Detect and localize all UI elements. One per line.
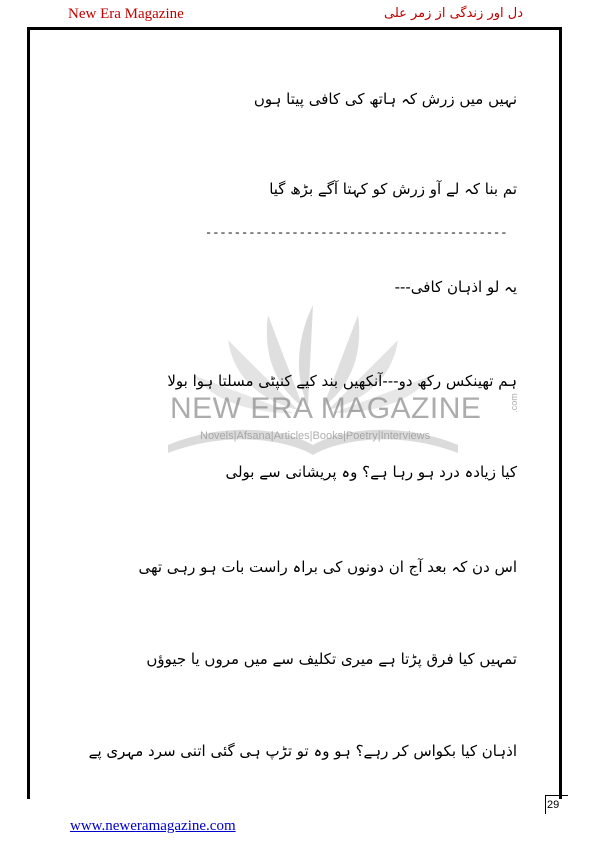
watermark-suffix: .com xyxy=(508,393,519,413)
watermark-title: NEW ERA MAGAZINE xyxy=(170,392,482,425)
text-line: اس دن کہ بعد آج ان دونوں کی براہ راست بات ہو رہی تھی xyxy=(138,558,517,576)
text-line: اذہان کیا بکواس کر رہے؟ ہو وہ تو تڑپ ہی گئی اتنی سرد مہری پے xyxy=(88,742,517,760)
text-line: نہیں میں زرش کہ ہاتھ کی کافی پیتا ہوں xyxy=(253,90,517,108)
footer-link[interactable]: www.neweramagazine.com xyxy=(70,818,236,834)
magazine-name: New Era Magazine xyxy=(68,6,184,22)
novel-title: دل اور زندگی از زمر علی xyxy=(383,6,523,21)
section-separator: ------------------------------------------ xyxy=(205,226,508,240)
text-line: تمہیں کیا فرق پڑتا ہے میری تکلیف سے میں مروں یا جیوؤں xyxy=(146,650,517,668)
text-line: یہ لو اذہان کافی--- xyxy=(394,278,517,296)
watermark-subtitle: Novels|Afsana|Articles|Books|Poetry|Interviews xyxy=(200,430,431,442)
text-line: کیا زیادہ درد ہو رہا ہے؟ وہ پریشانی سے بولی xyxy=(225,463,517,481)
text-line: ہم تھینکس رکھ دو---آنکھیں بند کیے کنپٹی مسلتا ہوا بولا xyxy=(167,372,517,390)
text-line: تم بنا کہ لے آو زرش کو کہتا آگے بڑھ گیا xyxy=(269,180,517,198)
page-number: 29 xyxy=(547,799,560,811)
